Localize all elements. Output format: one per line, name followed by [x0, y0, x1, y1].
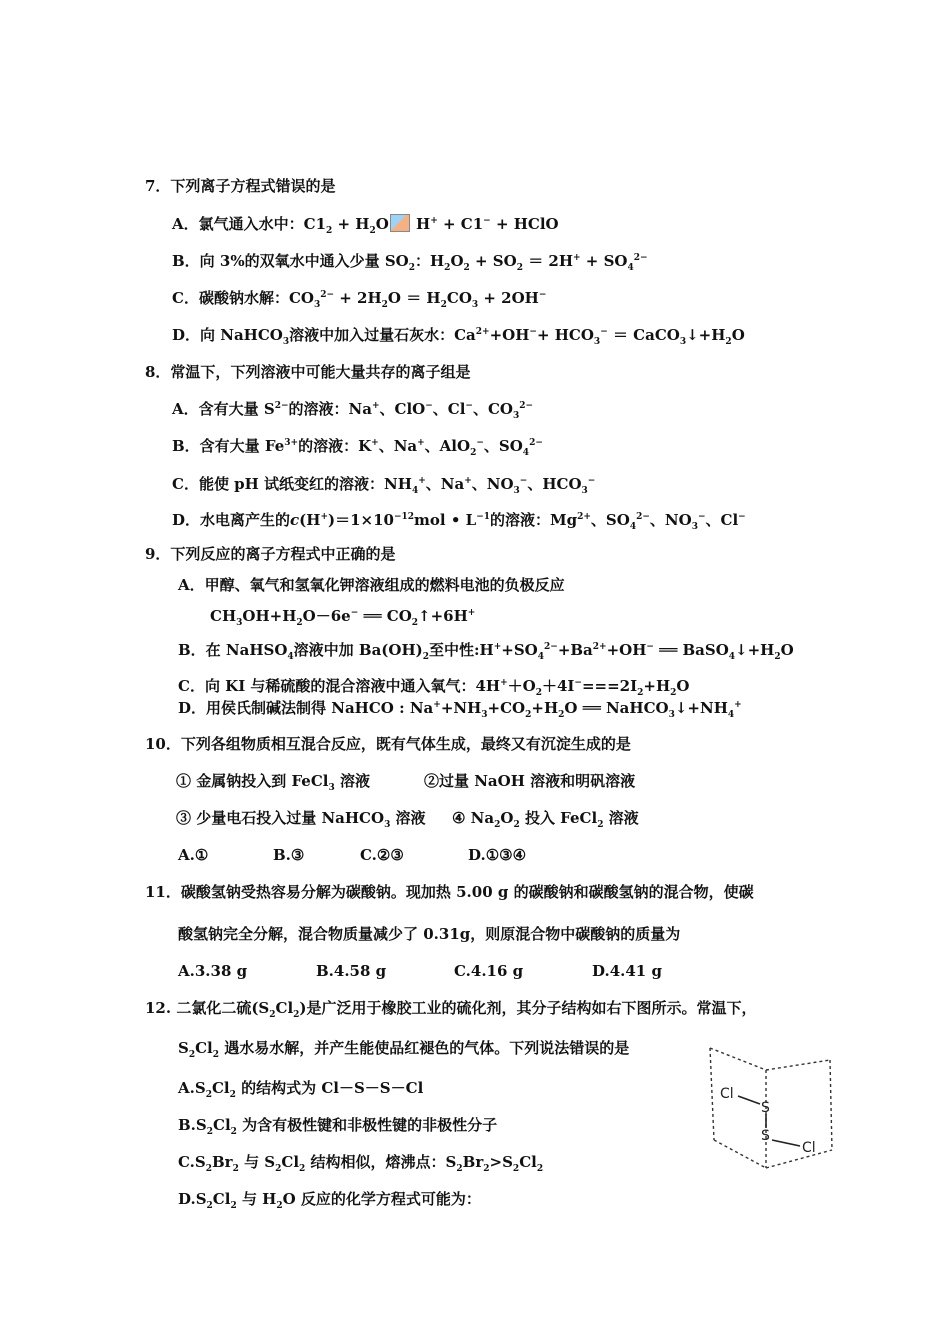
q9-stem: 9．下列反应的离子方程式中正确的是: [145, 545, 396, 563]
q11-option-b: B.4.58 g: [316, 962, 387, 980]
q11-option-d: D.4.41 g: [592, 962, 662, 980]
q12-option-c: $C.S_2Br_2$ 与 $S_2Cl_2$ 结构相似，熔沸点：$S_2Br_2>S_2Cl_2$: [178, 1153, 544, 1174]
q10-item-2: ②过量 NaOH 溶液和明矾溶液: [424, 772, 636, 790]
q8-option-b: B．含有大量 $Fe^{3+}$的溶液：K+、Na+、AlO$_2$−、$SO_4^{2-}$: [172, 437, 543, 458]
q12-option-a: $A.S_2Cl_2$ 的结构式为 Cl－S－S－Cl: [178, 1079, 424, 1100]
q11-stem-line-2: 酸氢钠完全分解，混合物质量减少了 0.31g，则原混合物中碳酸钠的质量为: [178, 925, 681, 943]
sulfur-label-bottom: S: [761, 1128, 770, 1144]
q10-option-c: C.②③: [360, 846, 404, 864]
q12-option-d: $D.S_2Cl_2$ 与 $H_2O$ 反应的化学方程式可能为：: [178, 1190, 481, 1211]
s2cl2-structure-figure: [702, 1040, 842, 1172]
sulfur-label-top: S: [761, 1100, 770, 1116]
q9-option-a: A．甲醇、氧气和氢氧化钾溶液组成的燃料电池的负极反应: [178, 576, 565, 594]
q8-option-d: D．水电离产生的$c(H^+)=1\times 10^{-12}mol$ • $L^{-1}$的溶液：$Mg^{2+}$、$SO_4^{2-}$、$NO_3^-$、Cl−: [172, 511, 746, 532]
q11-option-c: C.4.16 g: [454, 962, 524, 980]
q7-option-b: B．向 3%的双氧水中通入少量 $SO_2$：$H_2O_2 + SO_2 = 2H^+ + SO_4^{2-}$: [172, 252, 648, 273]
q12-stem-line-1: 12. 二氯化二硫$(S_2Cl_2)$是广泛用于橡胶工业的硫化剂，其分子结构如右下图所示。常温下，: [145, 999, 757, 1020]
q10-stem: 10．下列各组物质相互混合反应，既有气体生成，最终又有沉淀生成的是: [145, 735, 631, 753]
q10-option-d: D.①③④: [468, 846, 527, 864]
q8-stem: 8．常温下，下列溶液中可能大量共存的离子组是: [145, 363, 471, 381]
q10-option-a: A.①: [178, 846, 209, 864]
q12-stem-line-2: $S_2Cl_2$ 遇水易水解，并产生能使品红褪色的气体。下列说法错误的是: [178, 1039, 630, 1060]
q10-item-3: ③ 少量电石投入过量 NaHCO$_3$ 溶液: [176, 809, 426, 830]
q7-stem: 7．下列离子方程式错误的是: [145, 177, 336, 195]
q7-option-c: C．碳酸钠水解：$CO_3^{2-} + 2H_2O = H_2CO_3 + 2OH^-$: [172, 289, 547, 310]
q8-option-a: A．含有大量 $S^{2-}$的溶液：Na+、ClO−、Cl−、$CO_3^{2-}$: [172, 400, 534, 421]
q10-item-1: ① 金属钠投入到 FeCl$_3$ 溶液: [176, 772, 370, 793]
q8-option-c: C．能使 pH 试纸变红的溶液：$NH_4^+$、Na+、$NO_3^-$、$HCO_3^-$: [172, 475, 596, 496]
q7-option-d: D．向 NaHCO$_3$溶液中加入过量石灰水：$Ca^{2+}+OH^-+ HCO_3^-$ ＝ $CaCO_3↓+H_2O$: [172, 326, 745, 347]
q11-option-a: A.3.38 g: [178, 962, 248, 980]
q9-option-a-equation: $CH_3OH+H_2O-6e^-$ ══ $CO_2↑+6H^+$: [210, 607, 476, 628]
chlorine-label-bottom: Cl: [802, 1140, 816, 1156]
q12-option-b: $B.S_2Cl_2$ 为含有极性键和非极性键的非极性分子: [178, 1116, 498, 1137]
q11-stem-line-1: 11．碳酸氢钠受热容易分解为碳酸钠。现加热 5.00 g 的碳酸钠和碳酸氢钠的混合物，使碳: [145, 883, 754, 901]
chlorine-label-top: Cl: [720, 1086, 734, 1102]
q7-option-a: A．氯气通入水中：$C1_2 + H_2O$ H+ + C1− + HClO: [172, 215, 559, 236]
q9-option-c: C．向 KI 与稀硫酸的混合溶液中通入氧气：$4H^++O_2+4I^-===2I_2+H_2O$: [178, 677, 690, 698]
q9-option-b: B．在 NaHSO$_4$溶液中加 $Ba(OH)_2$至中性$:H^++SO_4^{2-}+Ba^{2+}+OH^-$ ══ $BaSO_4↓+H_2O$: [178, 641, 794, 662]
q10-option-b: B.③: [273, 846, 305, 864]
q9-option-d: D．用侯氏制碱法制得 NaHCO : $Na^++NH_3+CO_2+H_2O$ ══ $NaHCO_3↓+NH_4^+$: [178, 699, 742, 720]
q10-item-4: ④ $Na_2O_2$ 投入 FeCl$_2$ 溶液: [452, 809, 639, 830]
equilibrium-image-icon: [390, 214, 410, 232]
